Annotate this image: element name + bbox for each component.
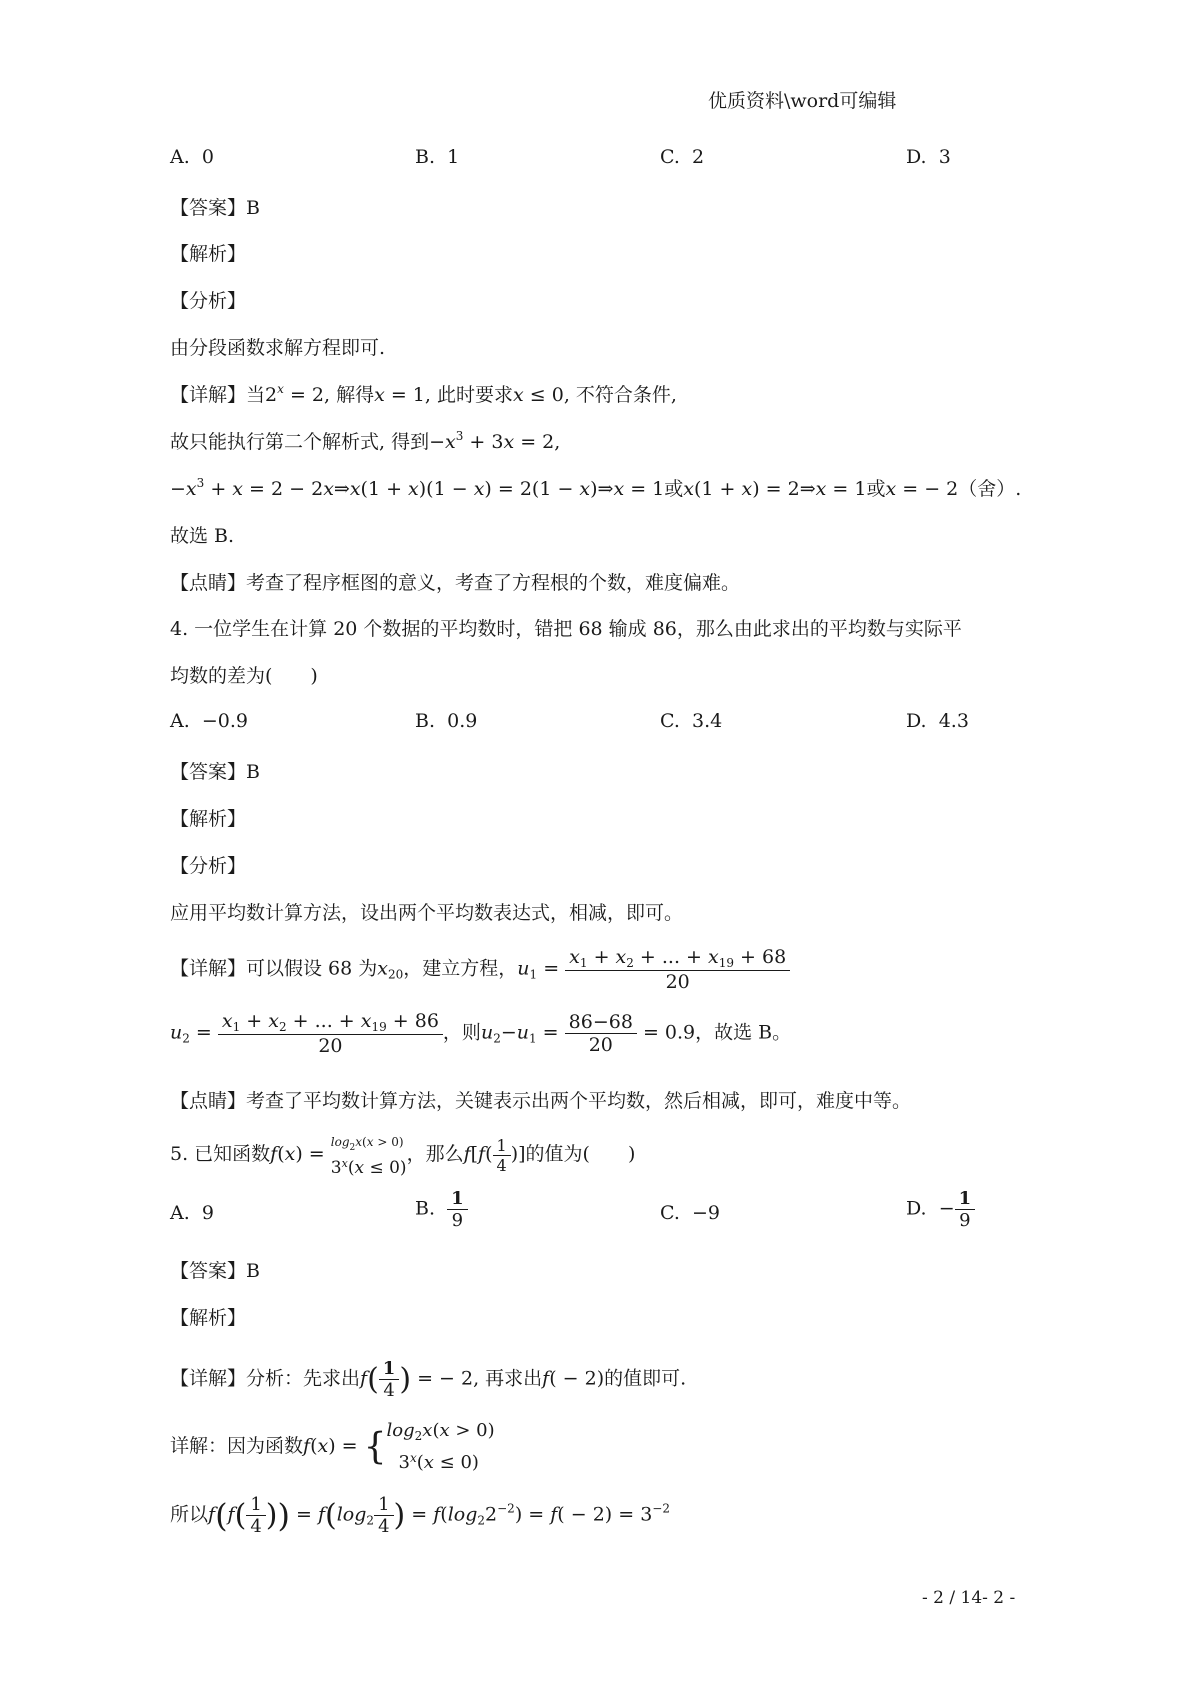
q4-stem-line2: 均数的差为( ) <box>170 665 318 687</box>
q4-option-a: A. −0.9 <box>170 710 248 732</box>
q4-answer: 【答案】B <box>170 761 260 783</box>
q5-detail-line1: 【详解】分析：先求出f( $\frac{1}{4}$ ) = − 2, 再求出f( − 2)的值即可. <box>170 1358 687 1401</box>
q4-detail-line2: $u_2$ = $\frac{x_1 + x_2 + ... + x_{19} + 86}{20}$ ，则$u_2-u_1$ = $\frac{86-68}{20}$ = 0.9，故选 B。 <box>170 1010 792 1057</box>
page-header: 优质资料\word可编辑 <box>708 90 897 112</box>
q4-fenxi-label: 【分析】 <box>170 855 247 877</box>
q4-dianjing: 【点睛】考查了平均数计算方法，关键表示出两个平均数，然后相减，即可，难度中等。 <box>170 1090 912 1112</box>
q3-fenxi-label: 【分析】 <box>170 290 247 312</box>
q3-detail-line2: 故只能执行第二个解析式, 得到$-x^3 + 3x = 2$, <box>170 429 561 453</box>
q3-option-c: C. 2 <box>660 146 705 168</box>
q4-jiexi-label: 【解析】 <box>170 808 247 830</box>
q3-option-b: B. 1 <box>415 146 460 168</box>
q3-detail-line1: 【详解】当$2^x = 2$, 解得x = 1, 此时要求x ≤ 0, 不符合条件, <box>170 382 677 406</box>
q5-option-b: B. $\frac{1}{9}$ <box>415 1188 468 1231</box>
q3-detail-line3: $-x^3 + x = 2$ − 2x⇒x(1 + x)(1 − x) = 2(1 − x)⇒x = 1或x(1 + x) = 2⇒x = 1或x = − 2（舍）. <box>170 476 1022 500</box>
q3-dianjing: 【点睛】考查了程序框图的意义，考查了方程根的个数，难度偏难。 <box>170 572 741 594</box>
page-footer: - 2 / 14- 2 - <box>922 1588 1016 1608</box>
q3-jiexi-label: 【解析】 <box>170 243 247 265</box>
q4-fenxi-text: 应用平均数计算方法，设出两个平均数表达式，相减，即可。 <box>170 902 684 924</box>
q4-option-c: C. 3.4 <box>660 710 723 732</box>
q4-stem-line1: 4. 一位学生在计算 20 个数据的平均数时，错把 68 输成 86，那么由此求出的平均数与实际平 <box>170 618 962 640</box>
q3-option-d: D. 3 <box>906 146 951 168</box>
q5-jiexi-label: 【解析】 <box>170 1307 247 1329</box>
q5-option-a: A. 9 <box>170 1202 214 1224</box>
q4-detail-line1: 【详解】可以假设 68 为$x_{20}$，建立方程，$u_1$ = $\frac{x_1 + x_2 + ... + x_{19} + 68}{20}$ <box>170 946 790 993</box>
q5-answer: 【答案】B <box>170 1260 260 1282</box>
q4-option-d: D. 4.3 <box>906 710 969 732</box>
q5-option-c: C. −9 <box>660 1202 721 1224</box>
q3-answer: 【答案】B <box>170 197 260 219</box>
q5-option-d: D. − $\frac{1}{9}$ <box>906 1188 975 1231</box>
q3-conclusion: 故选 B. <box>170 525 235 547</box>
piecewise-stem: $\log_2x(x > 0)$ $3^x(x \le 0)$ <box>330 1135 407 1178</box>
q5-detail-line2: 详解：因为函数f(x) = { $\log_2x(x > 0)$ $3^x(x \le 0)$ <box>170 1420 495 1473</box>
q5-stem: 5. 已知函数f(x) = $\log_2x(x > 0)$ $3^x(x \le 0)$ ，那么f[f( $\frac{1}{4}$ )]的值为( ) <box>170 1135 636 1178</box>
q3-option-a: A. 0 <box>170 146 214 168</box>
q4-option-b: B. 0.9 <box>415 710 478 732</box>
q3-fenxi-text: 由分段函数求解方程即可. <box>170 337 386 359</box>
q5-detail-line3: 所以f(f( $\frac{1}{4}$ )) = $f(\log_2$ $\frac{1}{4}$ ) = $f(\log_22^{-2}) = f( - 2) = 3^{-2}$ <box>170 1494 670 1537</box>
